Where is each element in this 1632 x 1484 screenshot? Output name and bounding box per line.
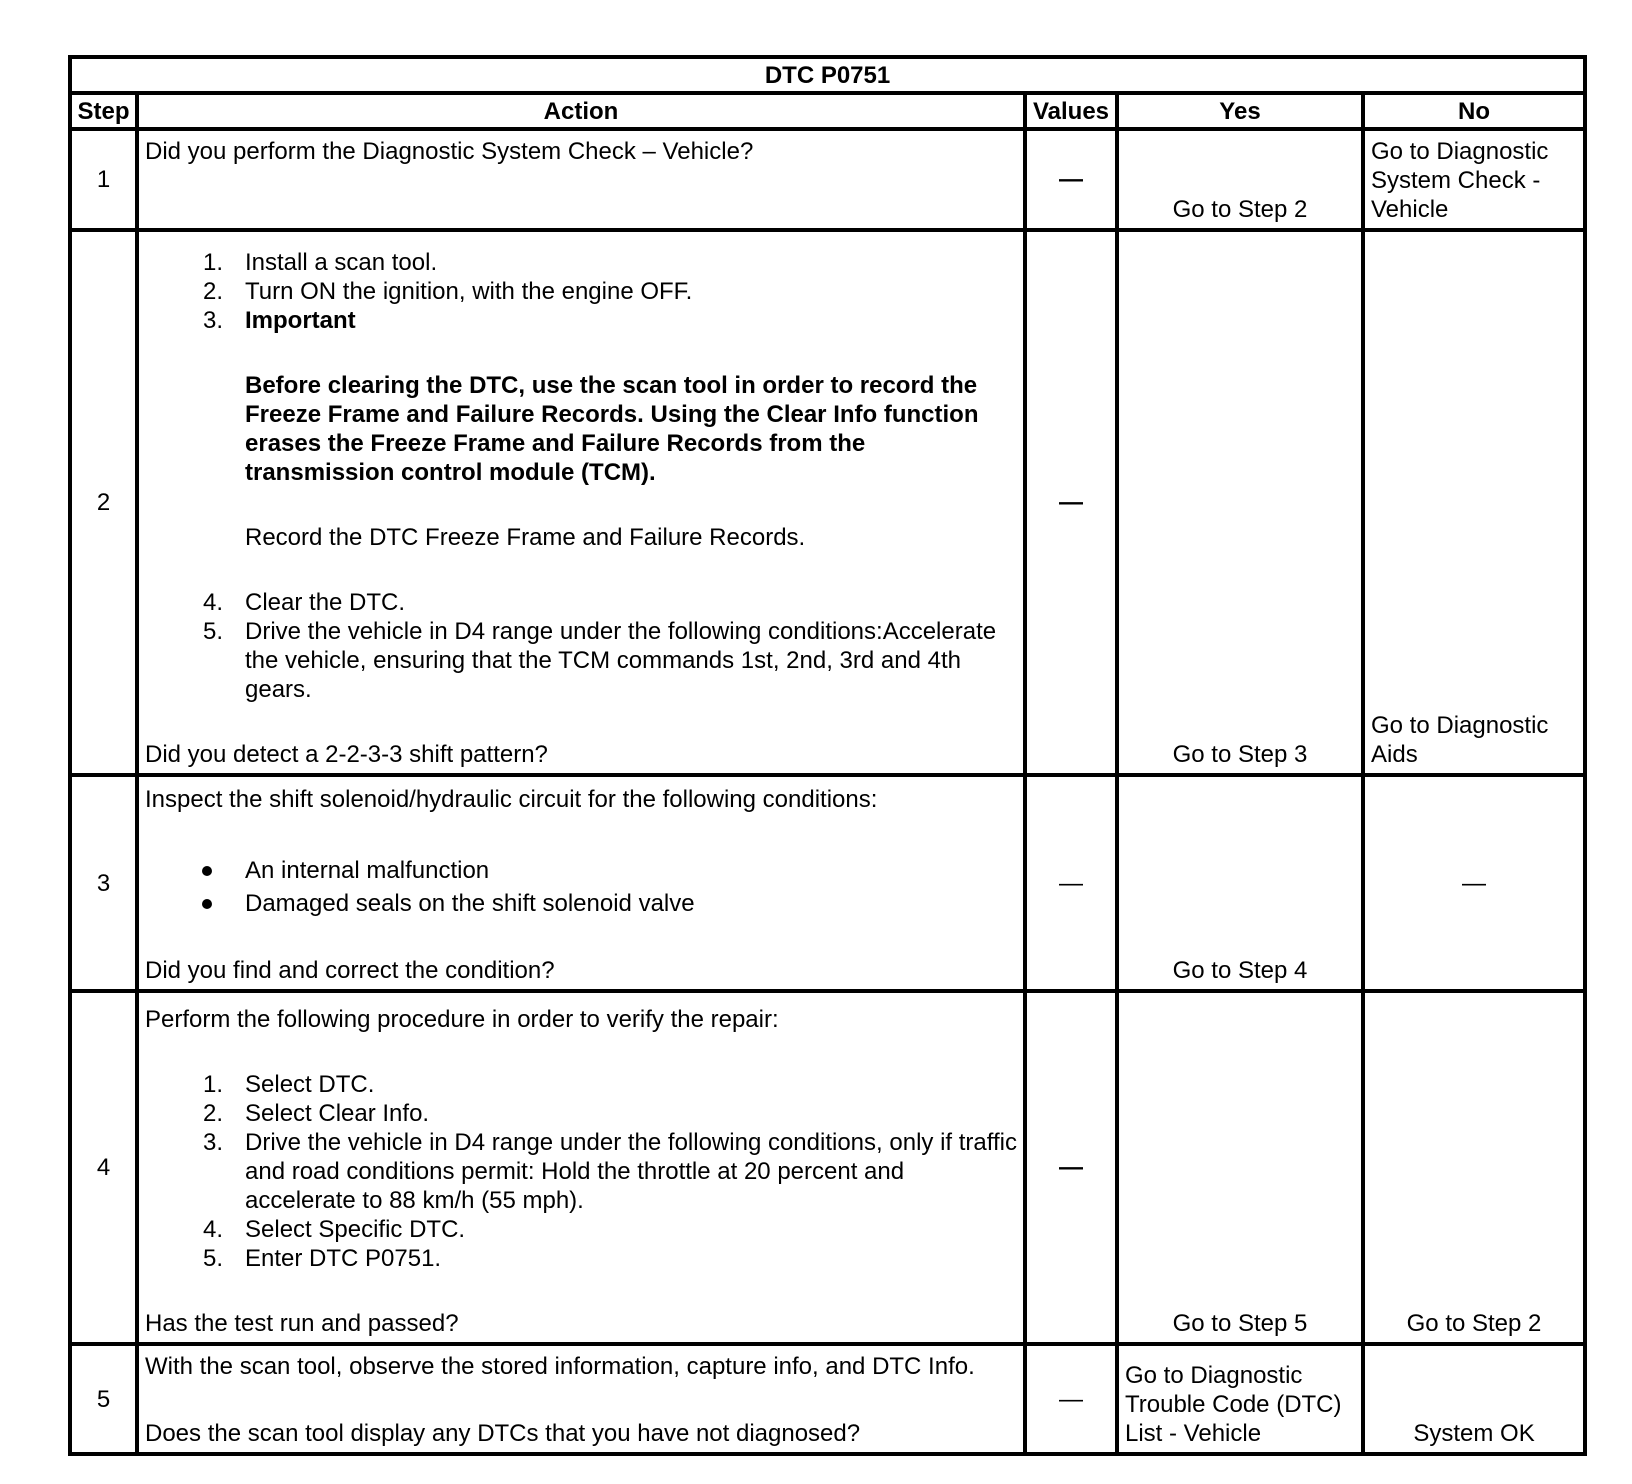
action-question: Did you detect a 2-2-3-3 shift pattern?	[145, 741, 548, 768]
yes-text: Go to Step 5	[1172, 1310, 1308, 1337]
table-row	[70, 129, 1585, 230]
list-item: 3. Drive the vehicle in D4 range under the following conditions, only if traffic and road conditions permit: Hold the throttle at 20 percent and accelerate to 88 km/h (55 mph).	[202, 1129, 1017, 1214]
record-instruction: Record the DTC Freeze Frame and Failure Records.	[245, 524, 806, 551]
no-line: Go to Diagnostic	[1371, 712, 1549, 739]
yes-line: List - Vehicle	[1125, 1420, 1262, 1447]
table-row	[70, 230, 1585, 775]
list-item: 3. Important	[202, 307, 356, 334]
list-item: 1. Select DTC.	[202, 1071, 375, 1098]
dtc-table	[68, 55, 1587, 1456]
step-number: 1	[70, 129, 137, 230]
action-question: Does the scan tool display any DTCs that you have not diagnosed?	[145, 1420, 861, 1447]
values-cell: —	[1025, 1344, 1117, 1454]
list-item: Damaged seals on the shift solenoid valve	[145, 887, 1017, 920]
action-cell	[137, 775, 1025, 991]
no-cell	[1363, 991, 1585, 1344]
action-question: Did you find and correct the condition?	[145, 957, 555, 984]
action-cell	[137, 991, 1025, 1344]
yes-line: Trouble Code (DTC)	[1125, 1391, 1342, 1418]
action-cell	[137, 1344, 1025, 1454]
values-cell: —	[1025, 775, 1117, 991]
action-cell	[137, 230, 1025, 775]
list-item: 2. Select Clear Info.	[202, 1100, 430, 1127]
table-row	[70, 775, 1585, 991]
step-number: 5	[70, 1344, 137, 1454]
yes-text: Go to Step 3	[1172, 741, 1308, 768]
header-values: Values	[1025, 93, 1117, 129]
no-cell	[1363, 230, 1585, 775]
title-row	[70, 57, 1585, 93]
list-item: 1. Install a scan tool.	[202, 249, 438, 276]
header-yes: Yes	[1117, 93, 1363, 129]
action-intro: With the scan tool, observe the stored information, capture info, and DTC Info.	[145, 1353, 975, 1380]
table-row	[70, 991, 1585, 1344]
condition-list	[145, 854, 1017, 920]
header-action: Action	[137, 93, 1025, 129]
action-intro: Perform the following procedure in order to verify the repair:	[145, 1006, 779, 1033]
list-item: 5. Enter DTC P0751.	[202, 1245, 442, 1272]
action-cell	[137, 129, 1025, 230]
yes-text: Go to Step 2	[1172, 196, 1308, 223]
list-item: 2. Turn ON the ignition, with the engine OFF.	[202, 278, 693, 305]
no-cell	[1363, 129, 1585, 230]
action-question: Did you perform the Diagnostic System Check – Vehicle?	[145, 138, 754, 165]
yes-cell	[1117, 129, 1363, 230]
procedure-list	[145, 248, 1017, 335]
values-cell: —	[1025, 230, 1117, 775]
list-item: 4. Clear the DTC.	[202, 589, 406, 616]
list-item: 5. Drive the vehicle in D4 range under the following conditions:Accelerate the vehicle, ensuring that the TCM commands 1st, 2nd, 3rd and 4th gears.	[202, 618, 997, 703]
list-item: An internal malfunction	[145, 854, 1017, 887]
no-cell	[1363, 1344, 1585, 1454]
yes-cell	[1117, 1344, 1363, 1454]
values-cell: —	[1025, 991, 1117, 1344]
step-number: 4	[70, 991, 137, 1344]
procedure-list	[145, 1070, 1017, 1273]
no-line: Aids	[1371, 741, 1418, 768]
yes-line: Go to Diagnostic	[1125, 1362, 1303, 1389]
step-number: 3	[70, 775, 137, 991]
yes-cell	[1117, 991, 1363, 1344]
table-title: DTC P0751	[70, 57, 1585, 93]
header-row	[70, 93, 1585, 129]
header-no: No	[1363, 93, 1585, 129]
no-cell: —	[1363, 775, 1585, 991]
values-cell: —	[1025, 129, 1117, 230]
no-text: Go to Step 2	[1406, 1310, 1542, 1337]
step-number: 2	[70, 230, 137, 775]
list-item: 4. Select Specific DTC.	[202, 1216, 466, 1243]
header-step: Step	[70, 93, 137, 129]
procedure-list	[145, 588, 1017, 704]
yes-cell	[1117, 775, 1363, 991]
no-line: Vehicle	[1371, 196, 1449, 223]
yes-cell	[1117, 230, 1363, 775]
action-intro: Inspect the shift solenoid/hydraulic circuit for the following conditions:	[145, 786, 878, 813]
action-question: Has the test run and passed?	[145, 1310, 459, 1337]
no-line: System Check -	[1371, 167, 1541, 194]
yes-text: Go to Step 4	[1172, 957, 1308, 984]
no-line: Go to Diagnostic	[1371, 138, 1549, 165]
table-row	[70, 1344, 1585, 1454]
important-note: Before clearing the DTC, use the scan tool in order to record the Freeze Frame and Failure Records. Using the Clear Info function erases the Freeze Frame and Failure Records from the transmission control module (TCM).	[245, 372, 979, 486]
no-text: System OK	[1413, 1420, 1535, 1447]
